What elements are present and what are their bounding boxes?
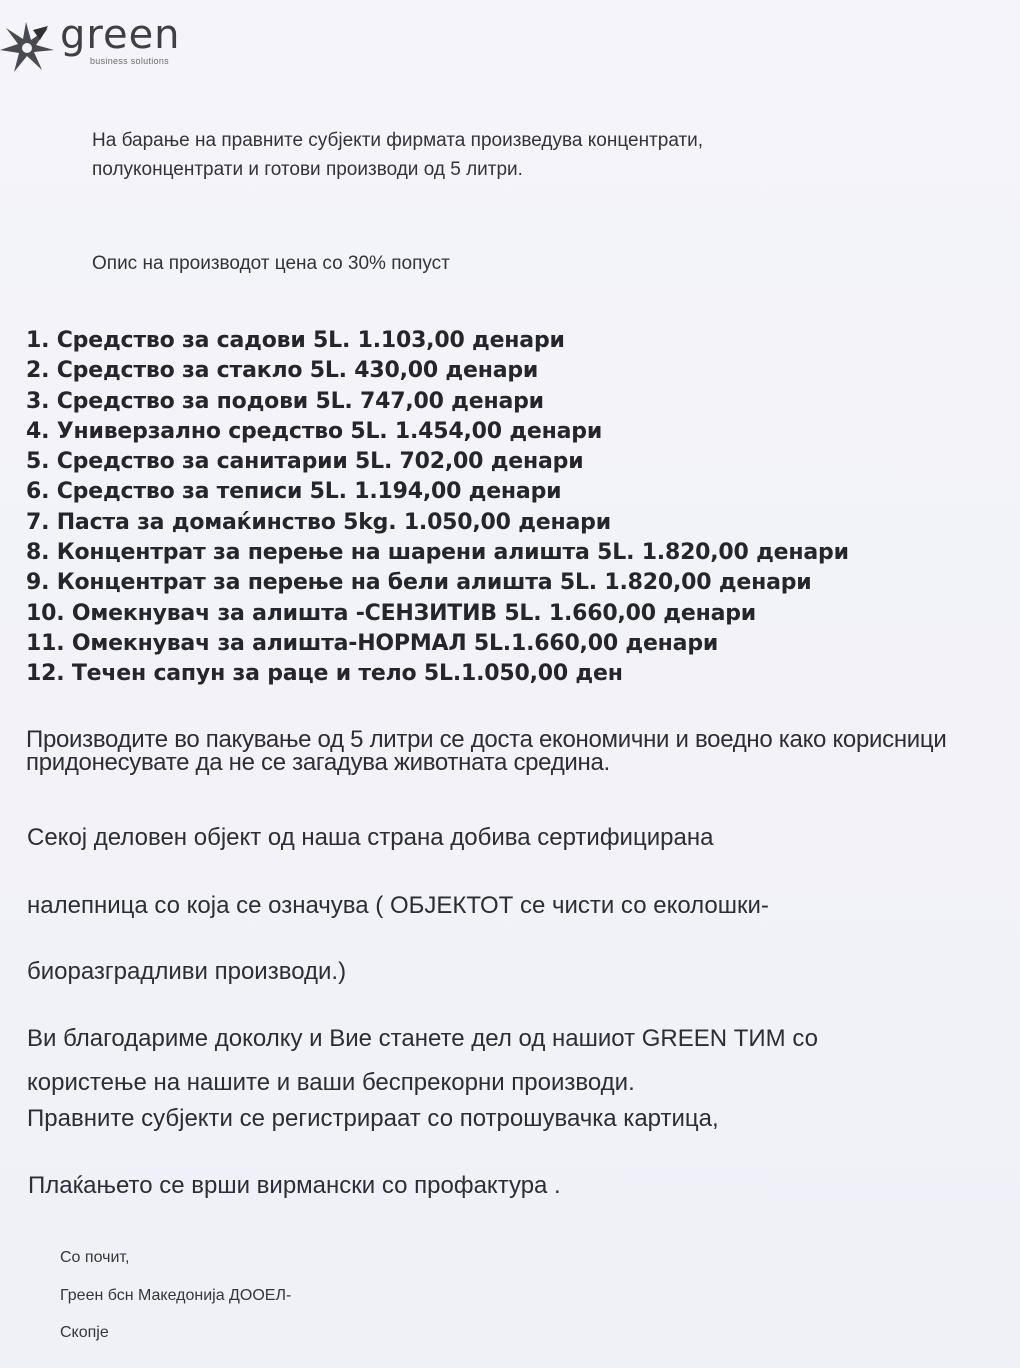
certificate-line-2: налепница со која се означува ( ОБЈЕКТОТ се чисти со еколошки- [27, 892, 769, 919]
product-item: 2. Средство за стакло 5L. 430,00 денари [26, 358, 539, 384]
payment-line: Плаќањето се врши вирмански со профактура . [28, 1172, 561, 1199]
signature-closing: Со почит, [60, 1249, 130, 1266]
logo-wordmark: green [60, 12, 181, 58]
product-item: 10. Омекнувач за алишта -СЕНЗИТИВ 5L. 1.660,00 денари [26, 600, 756, 626]
intro-paragraph: На барање на правните субјекти фирмата произведува концентрати, полуконцентрати и готови производи од 5 литри. [92, 130, 704, 180]
certificate-line-3: биоразградливи производи.) [27, 958, 347, 985]
certificate-line-1: Секој деловен објект од наша страна добива сертифицирана [27, 824, 714, 851]
company-logo [0, 12, 200, 78]
product-item: 1. Средство за садови 5L. 1.103,00 денари [26, 328, 565, 353]
product-item: 4. Универзално средство 5L. 1.454,00 денари [26, 418, 603, 444]
product-item: 8. Концентрат за перење на шарени алишта 5L. 1.820,00 денари [26, 540, 849, 566]
product-item: 9. Концентрат за перење на бели алишта 5L. 1.820,00 денари [26, 570, 812, 596]
signature-company: Греен бсн Македонија ДООЕЛ- [60, 1287, 292, 1304]
product-item: 7. Паста за домаќинство 5kg. 1.050,00 денари [26, 509, 611, 535]
logo-tagline: business solutions [90, 56, 169, 66]
thanks-line-2: користење на нашите и ваши беспрекорни производи. [27, 1069, 635, 1096]
signature-city: Скопје [60, 1324, 109, 1341]
thanks-line-1: Ви благодариме доколку и Вие станете дел од нашиот GREEN ТИМ со [27, 1025, 818, 1052]
product-item: 3. Средство за подови 5L. 747,00 денари [26, 388, 544, 414]
star-logo-icon [0, 20, 56, 74]
offer-heading: Опис на производот цена со 30% попуст [92, 253, 450, 274]
product-list [26, 326, 849, 690]
eco-paragraph: Производите во пакување од 5 литри се доста економични и воедно како корисници придонесувате да не се загадува животната средина. [26, 726, 947, 776]
product-item: 12. Течен сапун за раце и тело 5L.1.050,00 ден [26, 661, 623, 687]
product-item: 5. Средство за санитарии 5L. 702,00 денари [26, 449, 584, 475]
registration-line: Правните субјекти се регистрираат со потрошувачка картица, [27, 1105, 719, 1132]
product-item: 6. Средство за теписи 5L. 1.194,00 денари [26, 479, 562, 505]
product-item: 11. Омекнувач за алишта-НОРМАЛ 5L.1.660,00 денари [26, 630, 719, 656]
